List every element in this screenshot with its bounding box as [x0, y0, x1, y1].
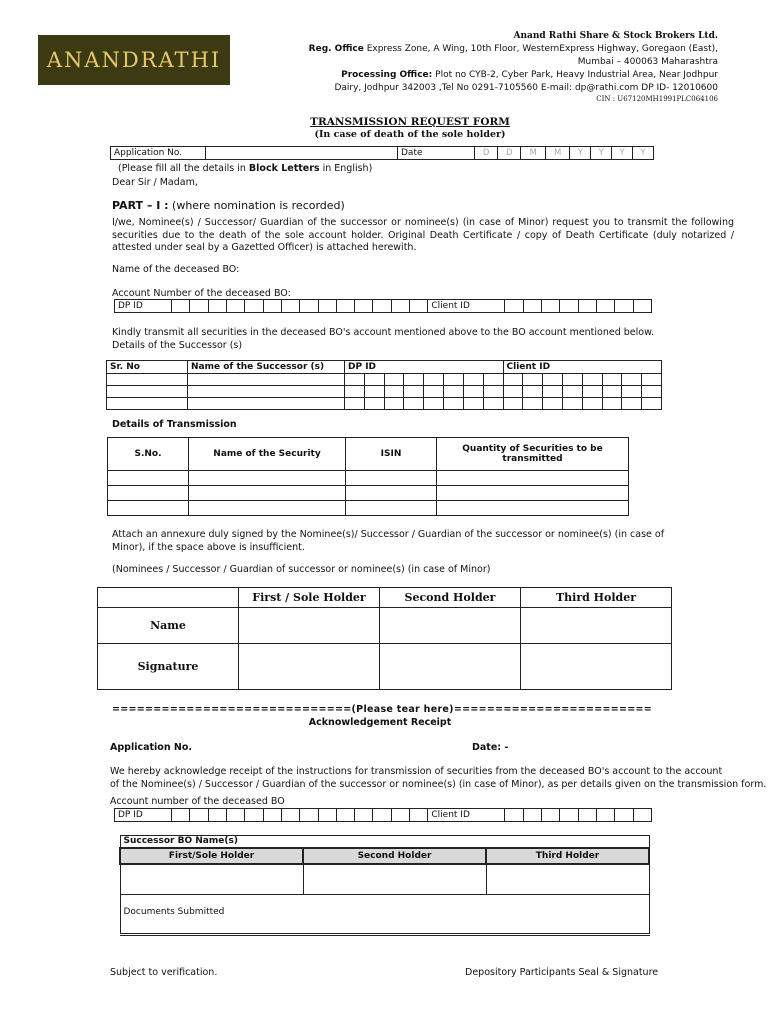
client-id-box[interactable]: [560, 809, 578, 822]
date-box[interactable]: Y: [633, 147, 654, 160]
fill-note: [118, 163, 372, 174]
holder-header-second: Second Holder: [380, 588, 521, 608]
dp-id-box[interactable]: [318, 300, 336, 313]
dp-id-box[interactable]: [318, 809, 336, 822]
app-no-label: Application No.: [111, 147, 206, 160]
table-cell[interactable]: [188, 398, 345, 410]
dp-id-box[interactable]: [410, 300, 428, 313]
client-id-box[interactable]: [578, 300, 596, 313]
table-cell[interactable]: [463, 398, 483, 410]
trans-header-sno: S.No.: [108, 438, 189, 471]
part-note: (where nomination is recorded): [172, 199, 345, 212]
table-cell[interactable]: [523, 386, 543, 398]
client-id-box[interactable]: [542, 809, 560, 822]
table-cell[interactable]: [523, 374, 543, 386]
reg-office-line2: Mumbai – 400063 Maharashtra: [577, 57, 718, 67]
succ-header-name: Name of the Successor (s): [188, 361, 345, 374]
table-cell[interactable]: [503, 374, 523, 386]
table-cell[interactable]: [384, 374, 404, 386]
receipt-holder-second: Second Holder: [303, 848, 486, 864]
table-cell[interactable]: [602, 398, 622, 410]
dp-id-label: DP ID: [115, 300, 172, 313]
table-cell[interactable]: [503, 386, 523, 398]
transmission-title: Details of Transmission: [112, 419, 237, 430]
date-box[interactable]: M: [521, 147, 546, 160]
table-cell[interactable]: [543, 398, 563, 410]
table-row: [107, 386, 662, 398]
subject-note: Subject to verification.: [110, 967, 218, 978]
proc-office-line1: Plot no CYB-2, Cyber Park, Heavy Industrial Area, Near Jodhpur: [435, 70, 718, 80]
table-cell[interactable]: [444, 398, 464, 410]
dp-id-box[interactable]: [190, 809, 208, 822]
client-id-box[interactable]: [542, 300, 560, 313]
dp-id-box[interactable]: [226, 809, 244, 822]
dp-id-box[interactable]: [208, 300, 226, 313]
receipt-title: Acknowledgement Receipt: [308, 717, 452, 728]
receipt-holder-field[interactable]: [486, 864, 649, 895]
annexure-note: Attach an annexure duly signed by the Nominee(s)/ Successor / Guardian of the successor or nominee(s) (in case of Minor), if the space above is insufficient.: [112, 529, 665, 553]
transmit-paragraph: Kindly transmit all securities in the deceased BO's account mentioned above to the BO account mentioned below. Details of the Successor (s): [112, 327, 655, 351]
name-field[interactable]: [239, 608, 380, 644]
table-cell[interactable]: [642, 398, 662, 410]
logo-text: ANANDRATHI: [46, 48, 222, 72]
table-cell[interactable]: [108, 471, 189, 486]
client-id-box[interactable]: [596, 809, 614, 822]
table-cell[interactable]: [346, 486, 437, 501]
table-cell[interactable]: [346, 471, 437, 486]
company-name: Anand Rathi Share & Stock Brokers Ltd.: [513, 31, 718, 41]
form-subtitle: (In case of death of the sole holder): [314, 129, 506, 140]
table-cell[interactable]: [188, 374, 345, 386]
table-cell[interactable]: [345, 374, 365, 386]
table-row: [107, 374, 662, 386]
client-id-box[interactable]: [596, 300, 614, 313]
successor-bo-label: Successor BO Name(s): [120, 836, 649, 848]
table-cell[interactable]: [483, 386, 503, 398]
client-id-box[interactable]: [560, 300, 578, 313]
table-cell[interactable]: [384, 398, 404, 410]
client-id-box[interactable]: [505, 300, 523, 313]
receipt-account-label: Account number of the deceased BO: [110, 796, 285, 807]
dp-id-box[interactable]: [373, 809, 391, 822]
table-cell[interactable]: [642, 374, 662, 386]
dp-id-box[interactable]: [190, 300, 208, 313]
date-box[interactable]: Y: [570, 147, 591, 160]
table-cell[interactable]: [602, 386, 622, 398]
table-cell[interactable]: [483, 374, 503, 386]
trans-header-isin: ISIN: [346, 438, 437, 471]
table-cell[interactable]: [437, 501, 629, 516]
table-cell[interactable]: [345, 386, 365, 398]
table-cell[interactable]: [107, 398, 188, 410]
receipt-successor-table: [119, 835, 650, 936]
table-cell[interactable]: [622, 374, 642, 386]
proc-office-line2: Dairy, Jodhpur 342003 ,Tel No 0291-7105560 E-mail: dp@rathi.com DP ID- 12010600: [334, 83, 718, 93]
table-cell[interactable]: [424, 374, 444, 386]
seal-note: Depository Participants Seal & Signature: [465, 967, 659, 978]
successor-table: [106, 360, 662, 410]
table-cell[interactable]: [444, 386, 464, 398]
name-field[interactable]: [521, 608, 672, 644]
documents-submitted: Documents Submitted: [120, 895, 649, 935]
table-row: [108, 471, 629, 486]
date-box[interactable]: D: [498, 147, 521, 160]
receipt-para-line1: We hereby acknowledge receipt of the instructions for transmission of securities from the deceased BO's account to the account: [110, 766, 723, 777]
table-cell[interactable]: [364, 374, 384, 386]
receipt-date-label: Date: -: [472, 742, 509, 753]
dp-id-box[interactable]: [263, 300, 281, 313]
holder-header-first: First / Sole Holder: [239, 588, 380, 608]
holder-corner: [98, 588, 239, 608]
company-header: [309, 30, 718, 104]
deceased-name-label: Name of the deceased BO:: [112, 264, 240, 275]
receipt-holder-third: Third Holder: [486, 848, 649, 864]
app-no-field[interactable]: [206, 147, 398, 160]
fill-note-pre: (Please fill all the details in: [118, 163, 249, 174]
table-cell[interactable]: [404, 398, 424, 410]
table-cell[interactable]: [189, 471, 346, 486]
table-cell[interactable]: [582, 398, 602, 410]
application-date-row: [110, 146, 654, 160]
table-cell[interactable]: [642, 386, 662, 398]
table-cell[interactable]: [107, 386, 188, 398]
dp-id-box[interactable]: [336, 809, 354, 822]
table-row: [108, 486, 629, 501]
dp-id-box[interactable]: [208, 809, 226, 822]
table-cell[interactable]: [503, 398, 523, 410]
tear-line: =============================(Please tear here)========================: [112, 704, 653, 715]
trans-header-security: Name of the Security: [189, 438, 346, 471]
dp-id-box[interactable]: [172, 300, 190, 313]
client-id-box[interactable]: [615, 300, 633, 313]
table-row: [107, 398, 662, 410]
dp-id-box[interactable]: [336, 300, 354, 313]
client-id-box[interactable]: [523, 300, 541, 313]
table-cell[interactable]: [345, 398, 365, 410]
receipt-para-line2: of the Nominee(s) / Successor / Guardian of the successor or nominee(s) (in case of Minor), as per details given on the transmission form.: [110, 778, 767, 790]
date-box[interactable]: Y: [591, 147, 612, 160]
account-number-boxes: [114, 299, 652, 313]
dp-id-box[interactable]: [300, 300, 318, 313]
table-cell[interactable]: [437, 486, 629, 501]
table-cell[interactable]: [108, 501, 189, 516]
dp-id-box[interactable]: [300, 809, 318, 822]
succ-header-dpid: DP ID: [345, 361, 504, 374]
dp-id-box[interactable]: [281, 809, 299, 822]
table-cell[interactable]: [404, 386, 424, 398]
dp-id-box[interactable]: [281, 300, 299, 313]
table-cell[interactable]: [437, 471, 629, 486]
salutation: Dear Sir / Madam,: [112, 177, 198, 188]
table-cell[interactable]: [463, 374, 483, 386]
dp-id-box[interactable]: [245, 809, 263, 822]
holder-signature-table: [97, 587, 672, 690]
row-name-label: Name: [98, 608, 239, 644]
table-cell[interactable]: [562, 374, 582, 386]
company-logo: [38, 35, 230, 85]
client-id-label: Client ID: [428, 809, 505, 822]
proc-office-label: Processing Office:: [341, 70, 433, 80]
dp-id-box[interactable]: [373, 300, 391, 313]
client-id-box[interactable]: [505, 809, 523, 822]
table-cell[interactable]: [346, 501, 437, 516]
table-cell[interactable]: [364, 398, 384, 410]
form-title: TRANSMISSION REQUEST FORM: [310, 116, 510, 128]
table-cell[interactable]: [108, 486, 189, 501]
date-box[interactable]: M: [545, 147, 570, 160]
dp-id-box[interactable]: [172, 809, 190, 822]
name-field[interactable]: [380, 608, 521, 644]
transmission-table: [107, 437, 629, 516]
dp-id-box[interactable]: [245, 300, 263, 313]
part-label: PART – I :: [112, 199, 169, 212]
receipt-dp-id-label: DP ID: [115, 809, 172, 822]
succ-header-clientid: Client ID: [503, 361, 662, 374]
holder-header-third: Third Holder: [521, 588, 672, 608]
request-paragraph: I/we, Nominee(s) / Successor/ Guardian of the successor or nominee(s) (in case of Minor) request you to transmit the following securities due to the death of the sole account holder. Original Death Certificate / copy of Death Certificate (duly notarized / attested under seal by a Gazetted Officer) is attached herewith.: [112, 217, 734, 253]
client-id-box[interactable]: [633, 809, 651, 822]
reg-office-line1: Express Zone, A Wing, 10th Floor, WesternExpress Highway, Goregaon (East),: [366, 44, 718, 54]
table-cell[interactable]: [543, 374, 563, 386]
client-id-box[interactable]: [523, 809, 541, 822]
table-cell[interactable]: [364, 386, 384, 398]
succ-header-srno: Sr. No: [107, 361, 188, 374]
table-cell[interactable]: [483, 398, 503, 410]
date-box[interactable]: D: [475, 147, 498, 160]
nominee-note: (Nominees / Successor / Guardian of successor or nominee(s) (in case of Minor): [112, 564, 491, 575]
table-cell[interactable]: [562, 398, 582, 410]
table-cell[interactable]: [424, 386, 444, 398]
date-box[interactable]: Y: [612, 147, 633, 160]
client-id-box[interactable]: [633, 300, 651, 313]
table-cell[interactable]: [582, 374, 602, 386]
table-cell[interactable]: [424, 398, 444, 410]
dp-id-box[interactable]: [355, 300, 373, 313]
table-row: [108, 501, 629, 516]
table-cell[interactable]: [444, 374, 464, 386]
client-id-box[interactable]: [578, 809, 596, 822]
table-cell[interactable]: [582, 386, 602, 398]
client-id-box[interactable]: [615, 809, 633, 822]
table-cell[interactable]: [622, 398, 642, 410]
table-cell[interactable]: [562, 386, 582, 398]
table-cell[interactable]: [523, 398, 543, 410]
table-cell[interactable]: [189, 501, 346, 516]
table-cell[interactable]: [107, 374, 188, 386]
receipt-account-boxes: [114, 808, 652, 822]
client-id-label: Client ID: [428, 300, 505, 313]
part-heading: [112, 199, 345, 212]
table-cell[interactable]: [384, 386, 404, 398]
table-cell[interactable]: [404, 374, 424, 386]
dp-id-box[interactable]: [391, 809, 409, 822]
dp-id-box[interactable]: [391, 300, 409, 313]
table-cell[interactable]: [463, 386, 483, 398]
fill-note-bold: Block Letters: [248, 163, 320, 174]
cin-number: CIN : U67120MH1991PLC064106: [596, 95, 718, 103]
dp-id-box[interactable]: [263, 809, 281, 822]
table-cell[interactable]: [602, 374, 622, 386]
receipt-app-no-label: Application No.: [110, 742, 192, 753]
date-label: Date: [398, 147, 475, 160]
account-label: Account Number of the deceased BO:: [112, 288, 291, 299]
receipt-holder-first: First/Sole Holder: [120, 848, 303, 864]
receipt-holder-field[interactable]: [303, 864, 486, 895]
row-signature-label: Signature: [98, 644, 239, 690]
dp-id-box[interactable]: [410, 809, 428, 822]
reg-office-label: Reg. Office: [308, 44, 364, 54]
table-cell[interactable]: [189, 486, 346, 501]
signature-field[interactable]: [380, 644, 521, 690]
table-cell[interactable]: [188, 386, 345, 398]
trans-header-quantity: Quantity of Securities to be transmitted: [437, 438, 629, 471]
table-cell[interactable]: [622, 386, 642, 398]
dp-id-box[interactable]: [355, 809, 373, 822]
signature-field[interactable]: [239, 644, 380, 690]
dp-id-box[interactable]: [226, 300, 244, 313]
table-cell[interactable]: [543, 386, 563, 398]
receipt-holder-field[interactable]: [120, 864, 303, 895]
receipt-paragraph: [110, 766, 766, 791]
fill-note-post: in English): [319, 163, 373, 174]
signature-field[interactable]: [521, 644, 672, 690]
